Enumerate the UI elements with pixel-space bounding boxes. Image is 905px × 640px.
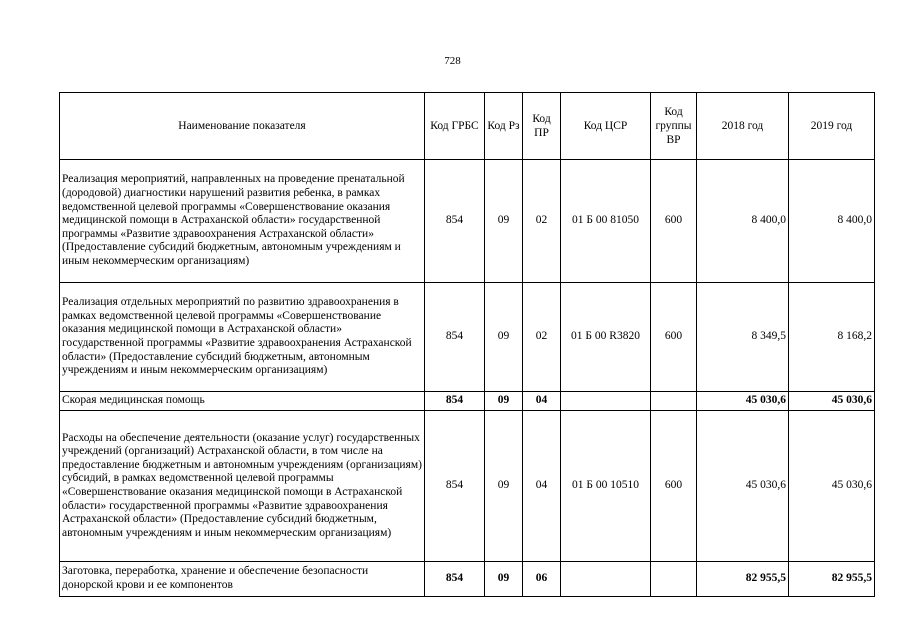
row-vr: 600 [651, 411, 697, 562]
row-vr [651, 392, 697, 411]
row-pr: 02 [523, 160, 561, 283]
row-name: Скорая медицинская помощь [60, 392, 425, 411]
row-csr: 01 Б 00 R3820 [561, 283, 651, 392]
row-rz: 09 [485, 411, 523, 562]
row-name: Расходы на обеспечение деятельности (оказание услуг) государственных учреждений (организаций) Астраханской области, в том числе на предоставление бюджетным и автономным учреждениям (организациям) субсидий, в рамках ведомственной целевой программы «Совершенствование оказания медицинской помощи в Астраханской области» государственной программы «Развитие здравоохранения Астраханской области» (Предоставление субсидий бюджетным, автономным учреждениям и иным некоммерческим организациям) [60, 411, 425, 562]
row-2018: 45 030,6 [697, 392, 789, 411]
row-name: Заготовка, переработка, хранение и обеспечение безопасности донорской крови и ее компонентов [60, 562, 425, 597]
row-pr: 04 [523, 411, 561, 562]
row-csr: 01 Б 00 81050 [561, 160, 651, 283]
row-2019: 45 030,6 [789, 411, 875, 562]
table-row [60, 392, 875, 411]
header-grbs: Код ГРБС [425, 93, 485, 160]
row-pr: 06 [523, 562, 561, 597]
table-header-row [60, 93, 875, 160]
row-grbs: 854 [425, 283, 485, 392]
row-2018: 8 349,5 [697, 283, 789, 392]
page-number: 728 [444, 55, 461, 67]
budget-table [59, 92, 875, 597]
header-rz: Код Рз [485, 93, 523, 160]
row-rz: 09 [485, 392, 523, 411]
row-2018: 45 030,6 [697, 411, 789, 562]
header-pr: Код ПР [523, 93, 561, 160]
row-rz: 09 [485, 283, 523, 392]
row-2019: 45 030,6 [789, 392, 875, 411]
row-pr: 02 [523, 283, 561, 392]
header-vr: Код группы ВР [651, 93, 697, 160]
header-name: Наименование показателя [60, 93, 425, 160]
table-row [60, 411, 875, 562]
table-row [60, 160, 875, 283]
row-vr: 600 [651, 283, 697, 392]
row-grbs: 854 [425, 562, 485, 597]
row-name: Реализация отдельных мероприятий по развитию здравоохранения в рамках ведомственной целевой программы «Совершенствование оказания медицинской помощи в Астраханской области» государственной программы «Развитие здравоохранения Астраханской области» (Предоставление субсидий бюджетным, автономным учреждениям и иным некоммерческим организациям) [60, 283, 425, 392]
table-row [60, 562, 875, 597]
row-csr [561, 562, 651, 597]
row-2019: 82 955,5 [789, 562, 875, 597]
header-2019: 2019 год [789, 93, 875, 160]
header-csr: Код ЦСР [561, 93, 651, 160]
row-rz: 09 [485, 562, 523, 597]
table-row [60, 283, 875, 392]
row-csr [561, 392, 651, 411]
row-2019: 8 400,0 [789, 160, 875, 283]
row-2018: 8 400,0 [697, 160, 789, 283]
row-grbs: 854 [425, 160, 485, 283]
row-grbs: 854 [425, 411, 485, 562]
row-grbs: 854 [425, 392, 485, 411]
row-name: Реализация мероприятий, направленных на проведение пренатальной (дородовой) диагностики нарушений развития ребенка, в рамках ведомственной целевой программы «Совершенствование оказания медицинской помощи в Астраханской области» государственной программы «Развитие здравоохранения Астраханской области» (Предоставление субсидий бюджетным, автономным учреждениям и иным некоммерческим организациям) [60, 160, 425, 283]
row-rz: 09 [485, 160, 523, 283]
header-2018: 2018 год [697, 93, 789, 160]
row-2019: 8 168,2 [789, 283, 875, 392]
row-2018: 82 955,5 [697, 562, 789, 597]
row-pr: 04 [523, 392, 561, 411]
row-csr: 01 Б 00 10510 [561, 411, 651, 562]
row-vr [651, 562, 697, 597]
row-vr: 600 [651, 160, 697, 283]
